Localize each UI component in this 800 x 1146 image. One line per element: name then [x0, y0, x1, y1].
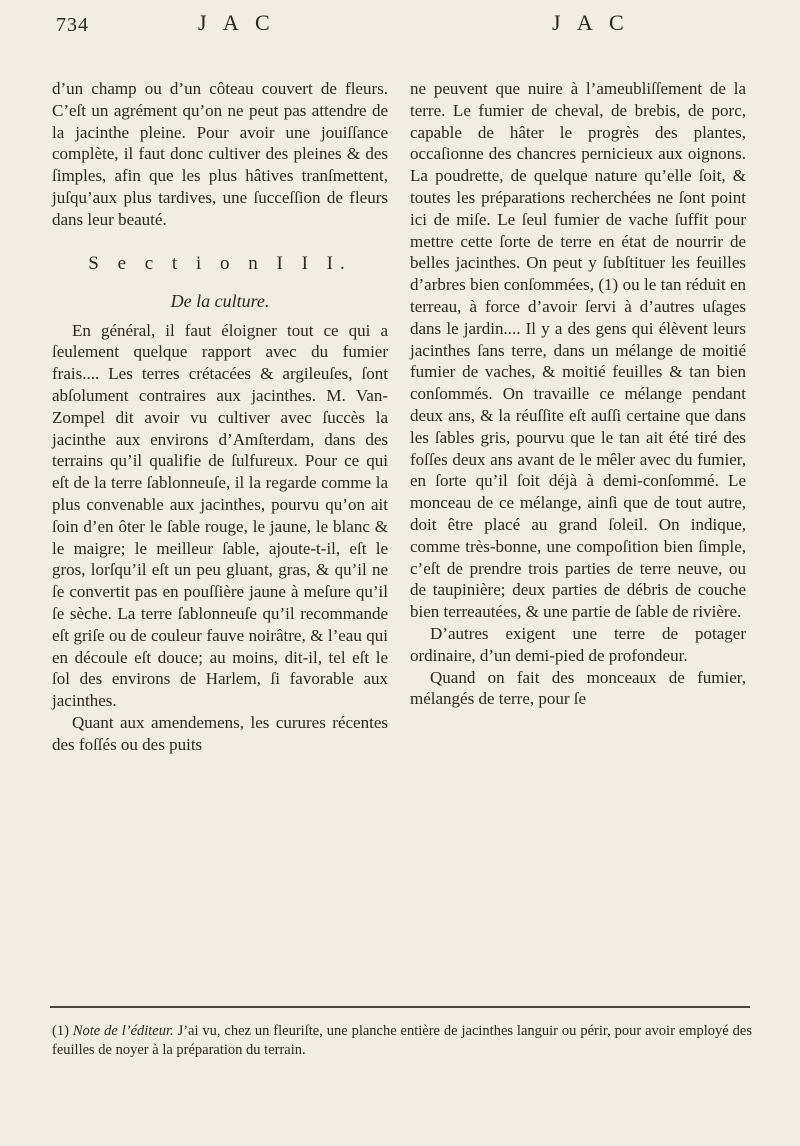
footnote — [52, 1022, 752, 1059]
left-column — [52, 78, 388, 756]
right-paragraph-2: D’autres exigent une terre de potager ordinaire, d’un demi-pied de profondeur. — [410, 623, 746, 665]
footnote-text: J’ai vu, chez un fleuriſte, une planche entière de jacinthes languir ou périr, pour avoir employé des feuilles de noyer à la préparation du terrain. — [52, 1023, 752, 1058]
page-number: 734 — [56, 14, 89, 36]
section-subtitle: De la culture. — [170, 290, 270, 311]
left-paragraph-2: En général, il faut éloigner tout ce qui a ſeulement quelque rapport avec du fumier frais.... Les terres crétacées & argileuſes, ſont abſolument contraires aux jacinthes. M. Van-Zompel dit avoir vu cultiver avec ſuccès la jacinthe aux environs d’Amſterdam, dans des terrains qu’il qualifie de ſulfureux. Pour ce qui eſt de la terre ſablonneuſe, il la regarde comme la plus convenable aux jacinthes, pourvu qu’on ait ſoin d’en ôter le ſable rouge, le jaune, le blanc & le maigre; le meilleur ſable, ajoute-t-il, eſt le gros, lorſqu’il eſt un peu gluant, gras, & qu’il ne ſe convertit pas en pouſſière jaune à meſure qu’il ſe sèche. La terre ſablonneuſe qu’il recommande eſt griſe ou de couleur fauve noirâtre, & l’eau qui en découle eſt douce; au moins, dit-il, tel eſt le ſol des environs de Harlem, ſi favorable aux jacinthes. — [52, 320, 388, 711]
running-title-right: J A C — [552, 10, 630, 35]
section-title: S e c t i o n I I I. — [88, 252, 352, 274]
left-paragraph-1: d’un champ ou d’un côteau couvert de fleurs. C’eſt un agrément qu’on ne peut pas attendre de la jacinthe pleine. Pour avoir une jouiſſance complète, il faut donc cultiver des pleines & des ſimples, afin que les plus hâtives tranſmettent, juſqu’aux plus tardives, une ſucceſſion de fleurs dans leur beauté. — [52, 79, 388, 229]
right-column — [410, 78, 746, 710]
right-paragraph-3: Quand on fait des monceaux de fumier, mélangés de terre, pour ſe — [410, 667, 746, 709]
running-title-left: J A C — [198, 10, 276, 35]
right-paragraph-1: ne peuvent que nuire à l’ameubliſſement de la terre. Le fumier de cheval, de brebis, de porc, capable de hâter le progrès des plantes, occaſionne des chancres pernicieux aux oignons. La poudrette, de quelque nature qu’elle ſoit, & toutes les préparations recherchées ne ſont point ici de miſe. Le ſeul fumier de vache ſuffit pour mettre cette ſorte de terre en état de nourrir de belles jacinthes. On peut y ſubſtituer les feuilles d’arbres bien conſommées, (1) ou le tan réduit en terreau, à force d’avoir ſervi à d’autres uſages dans le jardin.... Il y a des gens qui élèvent leurs jacinthes ſans terre, dans un mélange de moitié fumier de vaches, & moitié feuilles & tan bien conſommés. On travaille ce mélange pendant deux ans, & la réuſſite eſt auſſi certaine que dans les ſables gris, pourvu que le tan ait été tiré des foſſes deux ans avant de le mêler avec du fumier, en ſorte qu’il ſoit déjà à demi-conſommé. Le monceau de ce mélange, ainſi que de tout autre, doit être placé au grand ſoleil. On indique, comme très-bonne, une compoſition bien ſimple, c’eſt de prendre trois parties de terre neuve, ou de taupinière; deux parties de débris de couche bien terreautées, & une partie de ſable de rivière. — [410, 79, 746, 622]
footnote-marker: (1) — [52, 1023, 69, 1039]
footnote-divider — [50, 1006, 750, 1008]
left-paragraph-3: Quant aux amendemens, les curures récentes des foſſés ou des puits — [52, 712, 388, 754]
footnote-label: Note de l’éditeur. — [72, 1023, 174, 1039]
